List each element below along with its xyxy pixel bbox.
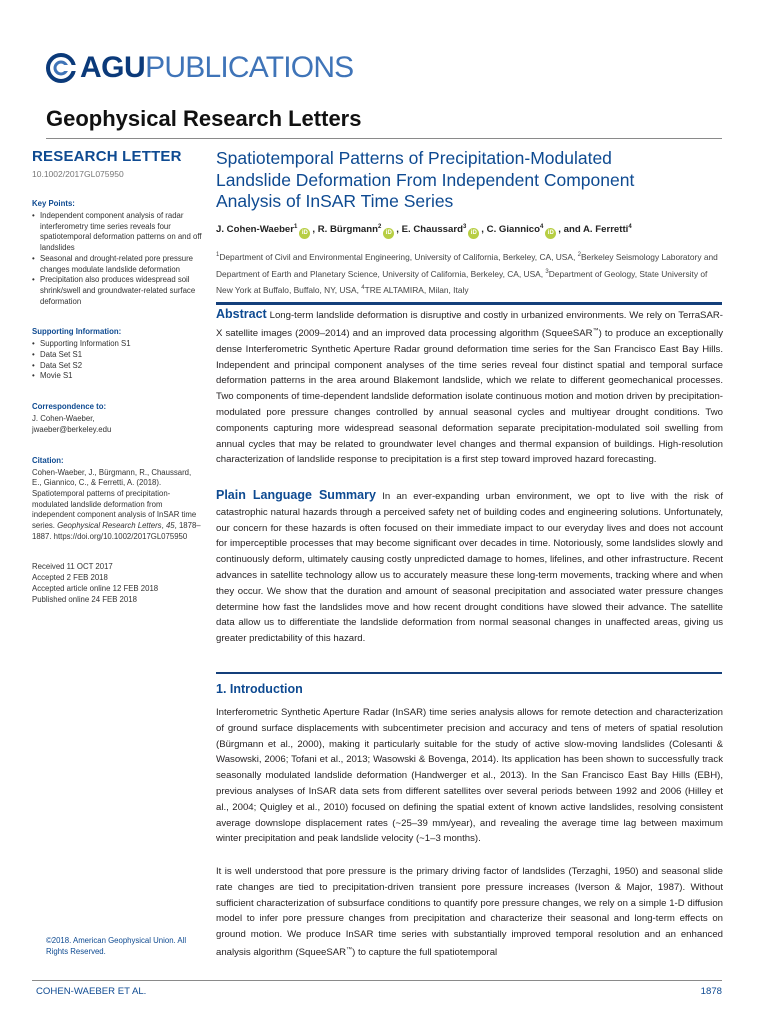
correspondence-email[interactable]: jwaeber@berkeley.edu bbox=[32, 424, 112, 434]
supporting-info-item[interactable]: • Data Set S1 bbox=[32, 350, 202, 361]
citation-journal: Geophysical Research Letters bbox=[57, 521, 162, 531]
citation-volume: 45 bbox=[165, 521, 175, 531]
affiliation-number: 3 bbox=[545, 268, 549, 275]
author-name: E. Chaussard bbox=[401, 224, 463, 236]
author-separator: , bbox=[312, 224, 318, 236]
date-accepted-online: Accepted article online 12 FEB 2018 bbox=[32, 583, 159, 593]
running-head: COHEN-WAEBER ET AL. bbox=[36, 986, 147, 997]
author-affiliation-number: 4 bbox=[539, 224, 544, 230]
affiliation-number: 1 bbox=[216, 252, 220, 258]
author-affiliation-number: 1 bbox=[294, 224, 298, 230]
author-name: R. Bürgmann bbox=[317, 224, 378, 236]
supporting-info-item[interactable]: • Supporting Information S1 bbox=[32, 339, 202, 350]
author-affiliation-number: 2 bbox=[377, 224, 382, 230]
citation-pages-doi: , 1878–1887. https://doi.org/10.1002/2017GL075950 bbox=[32, 521, 201, 541]
agu-logo-icon bbox=[46, 53, 76, 83]
article-dates bbox=[32, 562, 202, 605]
agu-publications-logo bbox=[46, 48, 353, 88]
date-accepted: Accepted 2 FEB 2018 bbox=[32, 573, 108, 583]
correspondence-heading: Correspondence to: bbox=[32, 402, 107, 412]
correspondence-name: J. Cohen-Waeber, bbox=[32, 414, 95, 424]
key-point-item: • Precipitation also produces widespread soil shrink/swell and groundwater-related surface deformation bbox=[32, 275, 202, 307]
author-list bbox=[216, 224, 726, 239]
supporting-info-item[interactable]: • Data Set S2 bbox=[32, 361, 202, 372]
author-separator: , and bbox=[558, 224, 583, 236]
logo-publications-text: PUBLICATIONS bbox=[145, 51, 354, 84]
author-affiliation-number: 3 bbox=[462, 224, 467, 230]
key-point-item: • Seasonal and drought-related pore pressure changes modulate landslide deformation bbox=[32, 254, 202, 275]
section-divider bbox=[216, 672, 722, 674]
header-divider bbox=[46, 138, 722, 139]
pls-heading: Plain Language Summary bbox=[216, 488, 376, 502]
affiliation-number: 4 bbox=[361, 285, 365, 292]
citation-body: Cohen-Waeber, J., Bürgmann, R., Chaussard, E., Giannico, C., & Ferretti, A. (2018). Spatiotemporal patterns of precipitation-modulated landslide deformation from independent component analysis of InSAR time series. bbox=[32, 467, 197, 531]
key-point-item: • Independent component analysis of radar interferometry time series reveals four spatiotemporal deformation patterns on and off landslides bbox=[32, 211, 202, 254]
orcid-icon[interactable]: iD bbox=[545, 228, 556, 239]
affiliation-number: 2 bbox=[577, 252, 581, 258]
abstract-section bbox=[216, 307, 723, 468]
key-points-list bbox=[32, 211, 202, 307]
affiliation-text: Department of Civil and Environmental Engineering, University of California, Berkeley, CA, USA, bbox=[219, 251, 578, 262]
footer-divider bbox=[32, 980, 722, 981]
orcid-icon[interactable]: iD bbox=[299, 228, 310, 239]
abstract-heading: Abstract bbox=[216, 307, 267, 321]
introduction-paragraph-1: Interferometric Synthetic Aperture Radar (InSAR) time series analysis allows for remote detection and characterization of ground surface displacements with subcentimeter precision and accuracy and tens of meters of spatial resolution (Bürgmann et al., 2000), making it particularly suitable for the study of active slow-moving landslides (Colesanti & Wasowski, 2006; Tofani et al., 2013; Wasowski & Bovenga, 2014). Its application has been shown to successfully track seasonally modulated landslide deformation (Handwerger et al., 2013). In the San Francisco East Bay Hills (EBH), previous analyses of InSAR data sets from different satellites over several periods between 1992 and 2006 (Hilley et al., 2004; Quigley et al., 2010) focused on defining the spatial extent of known active landslides, resolving consistent average downslope displacement rates (~25–39 mm/year), and revealing the average time lag between maximum winter precipitation and peak landslide velocity (~1–3 months). bbox=[216, 707, 723, 845]
author-name: J. Cohen-Waeber bbox=[216, 224, 295, 236]
abstract-text-1: Long-term landslide deformation is disruptive and costly in urbanized environments. We rely on TerraSAR-X satellite images (2009–2014) and an improved data processing algorithm (SqueeSAR bbox=[216, 310, 723, 339]
introduction-heading: 1. Introduction bbox=[216, 682, 303, 696]
citation-separator: , bbox=[161, 521, 166, 531]
abstract-divider bbox=[216, 302, 722, 305]
introduction-paragraph-2 bbox=[216, 864, 723, 961]
orcid-icon[interactable]: iD bbox=[383, 228, 394, 239]
supporting-info-list bbox=[32, 339, 202, 382]
author-separator: , bbox=[481, 224, 487, 236]
article-type-label: RESEARCH LETTER bbox=[32, 148, 182, 165]
trademark-symbol: ™ bbox=[592, 327, 599, 334]
orcid-icon[interactable]: iD bbox=[468, 228, 479, 239]
date-received: Received 11 OCT 2017 bbox=[32, 562, 113, 572]
affiliations bbox=[216, 248, 724, 298]
affiliation-text: Berkeley Seismology Laboratory and Department of Earth and Planetary Science, University of California, Berkeley, CA, USA, bbox=[216, 251, 718, 279]
pls-text: In an ever-expanding urban environment, we opt to live with the risk of catastrophic natural hazards through a perceived safety net of building codes and engineering solutions. Unfortunately, our concern for these hazards is often focused on their immediate impact to our everyday lives and does not account for imperceptible processes that may become significant over decades in time. Notoriously, some landslides slowly and continuously deform, ultimately causing costly unpredicted damage to homes, lifelines, and other infrastructure. Recent advances in satellite technology allow us to accurately measure these long-term movements, tracking where and when they occur. We show that the duration and amount of seasonal precipitation and associated water pressure changes determine how fast the landslides move and how recent drought conditions have slowed their advance. The satellite data allow us to differentiate the landslide deformation from normal seasonal changes in unaffected areas, giving us greater predictability of this hazard. bbox=[216, 491, 724, 645]
author-separator: , bbox=[396, 224, 402, 236]
key-points-heading: Key Points: bbox=[32, 199, 75, 208]
logo-agu-text: AGU bbox=[80, 51, 146, 84]
trademark-symbol: ™ bbox=[346, 946, 353, 953]
article-title: Spatiotemporal Patterns of Precipitation-Modulated Landslide Deformation From Independent Component Analysis of InSAR Time Series bbox=[216, 148, 635, 211]
copyright-notice: ©2018. American Geophysical Union. All Rights Reserved. bbox=[46, 936, 187, 956]
citation-heading: Citation: bbox=[32, 455, 64, 465]
affiliation-text: Department of Geology, State University of New York at Buffalo, Buffalo, NY, USA, bbox=[216, 268, 708, 295]
abstract-text-2: ) to produce an exceptionally dense Interferometric Synthetic Aperture Radar ground deformation time series for the San Francisco East Bay Hills. Independent and principal component analyses of the time series reveal four distinct spatial and temporal surface deformation patterns in the area around Blakemont landslide, which we relate to different geomechanical processes. Two components of time-dependent landslide deformation isolate continuous motion and motion driven by precipitation-modulated pore pressure changes controlled by annual seasonal cycles and multiyear drought conditions. Two components capturing more widespread seasonal deformation separate precipitation-modulated soil swelling from annual cycles that may be related to groundwater level changes and thermal expansion of buildings. High-resolution characterization of landslide response to precipitation is a first step toward improved hazard forecasting. bbox=[216, 327, 723, 466]
intro-text-2b: ) to capture the full spatiotemporal bbox=[352, 947, 498, 959]
supporting-info-item[interactable]: • Movie S1 bbox=[32, 371, 202, 382]
affiliation-text: TRE ALTAMIRA, Milan, Italy bbox=[364, 284, 469, 295]
date-published: Published online 24 FEB 2018 bbox=[32, 594, 137, 604]
author-affiliation-number: 4 bbox=[628, 224, 632, 230]
author-name: A. Ferretti bbox=[583, 224, 629, 236]
plain-language-summary bbox=[216, 488, 723, 647]
sidebar bbox=[32, 148, 202, 605]
journal-name: Geophysical Research Letters bbox=[46, 106, 362, 131]
doi-text[interactable]: 10.1002/2017GL075950 bbox=[32, 169, 124, 179]
intro-text-2a: It is well understood that pore pressure is the primary driving factor of landslides (Terzaghi, 1950) and seasonal slide rate changes are tied to precipitation-driven transient pore pressure increases (Iverson & Major, 1987). Without sufficient characterization of subsurface conditions to quantify pore pressure changes, we rely on a simple 1-D diffusion model to infer pore pressure changes from precipitation and characterize their seasonal and long-term effects on ground motion. We produce InSAR time series with substantially improved temporal resolution and an enhanced analysis algorithm (SqueeSAR bbox=[216, 866, 723, 959]
supporting-info-heading: Supporting Information: bbox=[32, 327, 122, 337]
citation-text bbox=[32, 468, 202, 543]
page-number: 1878 bbox=[700, 986, 722, 997]
author-name: C. Giannico bbox=[486, 224, 540, 236]
